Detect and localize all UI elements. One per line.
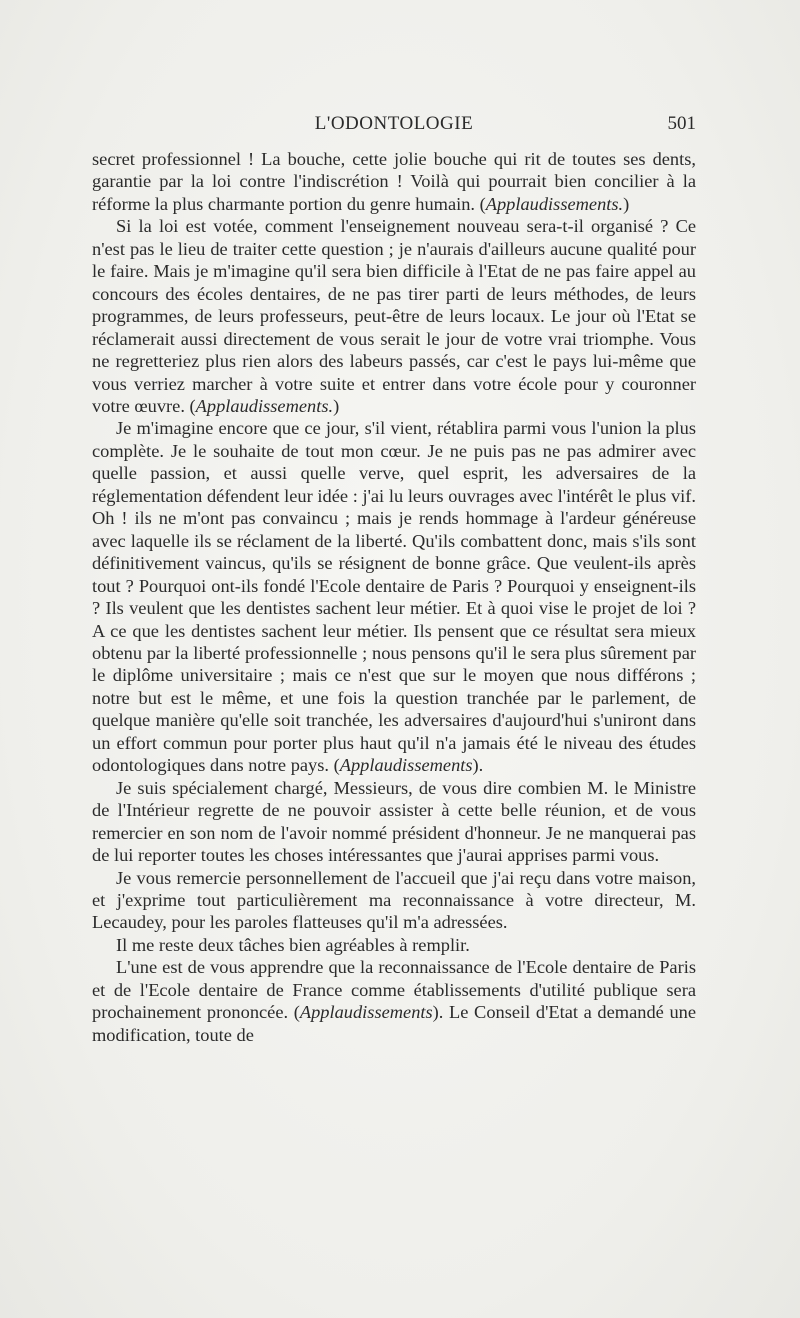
applause-note: Applaudissements. bbox=[195, 395, 334, 416]
paragraph-4: Je suis spécialement chargé, Messieurs, de vous dire combien M. le Ministre de l'Intérieur regrette de ne pouvoir assister à cette belle réunion, et de vous remercier en son nom de l'avoir nommé président d'honneur. Je ne manquerai pas de lui reporter toutes les choses intéressantes que j'aurai apprises parmi vous. bbox=[92, 777, 696, 866]
running-title: L'ODONTOLOGIE bbox=[314, 113, 474, 134]
page-header bbox=[92, 113, 696, 139]
applause-note: Applaudissements bbox=[339, 755, 473, 776]
body-text bbox=[92, 148, 696, 1046]
paragraph-6: Il me reste deux tâches bien agréables à remplir. bbox=[116, 934, 470, 955]
paragraph-7: L'une est de vous apprendre que la reconnaissance de l'Ecole dentaire de Paris et de l'Ecole dentaire de France comme établissements d'utilité publique sera prochainement prononcée. (Applaudissements). Le Conseil d'Etat a demandé une modification, toute de bbox=[92, 957, 697, 1045]
paragraph-1: secret professionnel ! La bouche, cette jolie bouche qui rit de toutes ses dents, garantie par la loi contre l'indiscrétion ! Voilà qui pourrait bien concilier à la réforme la plus charmante portion du genre humain. (Applaudissements.) bbox=[92, 149, 696, 214]
paragraph-2: Si la loi est votée, comment l'enseignement nouveau sera-t-il organisé ? Ce n'est pas le lieu de traiter cette question ; je n'aurais d'ailleurs aucune qualité pour le faire. Mais je m'imagine qu'il sera bien difficile à l'Etat de ne pas faire appel au concours des écoles dentaires, de ne pas tirer parti de leurs méthodes, de leurs programmes, de leurs professeurs, peut-être de leurs locaux. Le jour où l'Etat se réclamerait aussi directement de vous serait le jour de votre vrai triomphe. Vous ne regretteriez plus rien alors des labeurs passés, car c'est le pays lui-même que vous verriez marcher à votre suite et entrer dans votre école pour y couronner votre œuvre. (Applaudissements.) bbox=[92, 216, 696, 416]
paragraph-5: Je vous remercie personnellement de l'accueil que j'ai reçu dans votre maison, et j'exprime tout particulièrement ma reconnaissance à votre directeur, M. Lecaudey, pour les paroles flatteuses qu'il m'a adressées. bbox=[92, 867, 696, 933]
applause-note: Applaudissements bbox=[299, 1002, 433, 1023]
page-number: 501 bbox=[667, 113, 696, 134]
applause-note: Applaudissements. bbox=[485, 193, 624, 214]
paragraph-3: Je m'imagine encore que ce jour, s'il vient, rétablira parmi vous l'union la plus complète. Je le souhaite de tout mon cœur. Je ne puis pas ne pas admirer avec quelle passion, et aussi quelle verve, quel esprit, les adversaires de la réglementation défendent leur idée : j'ai lu leurs ouvrages avec l'intérêt le plus vif. Oh ! ils ne m'ont pas convaincu ; mais je rends hommage à l'ardeur généreuse avec laquelle ils se réclament de la liberté. Qu'ils combattent donc, mais s'ils sont définitivement vaincus, qu'ils se résignent de bonne grâce. Que veulent-ils après tout ? Pourquoi ont-ils fondé l'Ecole dentaire de Paris ? Pourquoi y enseignent-ils ? Ils veulent que les dentistes sachent leur métier. Et à quoi vise le projet de loi ? A ce que les dentistes sachent leur métier. Ils pensent que ce résultat sera mieux obtenu par la liberté professionnelle ; nous pensons qu'il le sera plus sûrement par le diplôme universitaire ; mais ce n'est que sur le moyen que nous différons ; notre but est le même, et une fois la question tranchée par le parlement, de quelque manière qu'elle soit tranchée, les adversaires d'aujourd'hui s'uniront dans un effort commun pour porter plus haut qu'il n'a jamais été le niveau des études odontologiques dans notre pays. (Applaudissements). bbox=[92, 418, 696, 776]
